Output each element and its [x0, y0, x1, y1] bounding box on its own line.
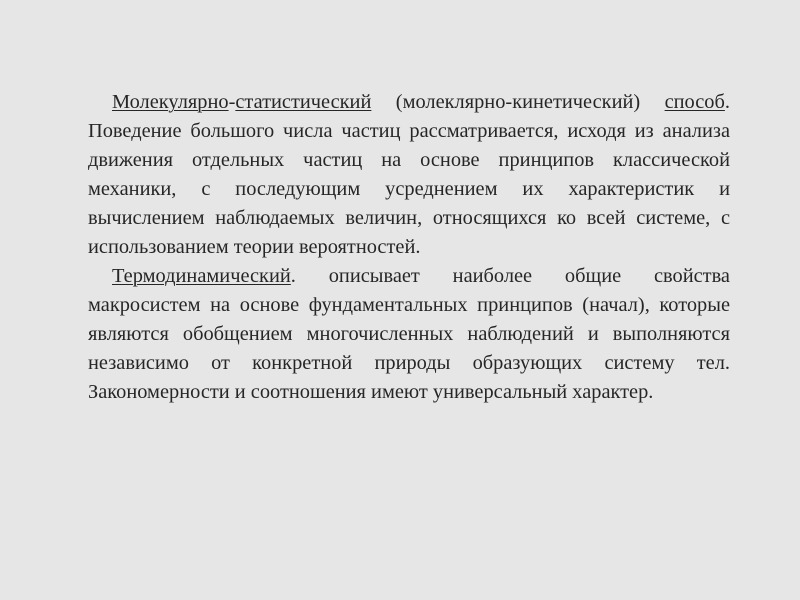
term-thermodynamic: Термодинамический [112, 265, 291, 287]
term-parenthetical: (молеклярно-кинетический) [371, 91, 665, 113]
paragraph-thermodynamic [88, 262, 730, 407]
term-statistical: статистический [235, 91, 372, 113]
slide-text [88, 88, 730, 407]
paragraph-body: . Поведение большого числа частиц рассматривается, исходя из анализа движения отдельных частиц на основе принципов классической механики, с последующим усреднением их характеристик и вычислением наблюдаемых величин, относящихся ко всей системе, с использованием теории вероятностей. [88, 91, 730, 258]
paragraph-molecular-statistical [88, 88, 730, 262]
paragraph-body: . описывает наиболее общие свойства макросистем на основе фундаментальных принципов (начал), которые являются обобщением многочисленных наблюдений и выполняются независимо от конкретной природы образующих систему тел. Закономерности и соотношения имеют универсальный характер. [88, 265, 730, 403]
term-molecular: Молекулярно [112, 91, 229, 113]
term-method: способ [664, 91, 725, 113]
term-hyphen: - [228, 91, 236, 113]
